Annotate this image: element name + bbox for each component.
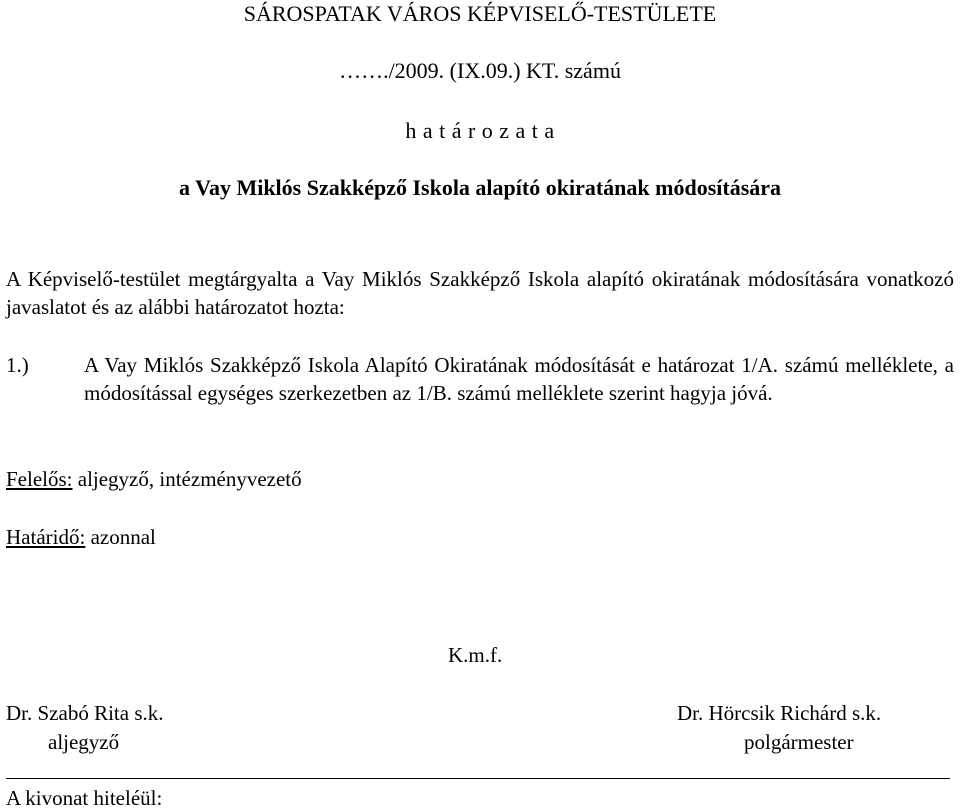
responsible-label: Felelős:: [6, 467, 73, 491]
separator-line: [6, 778, 950, 779]
signatory-right-title: polgármester: [744, 730, 854, 754]
document-kind: h a t á r o z a t a: [405, 118, 555, 143]
kmf-mark: K.m.f.: [448, 643, 503, 667]
intro-paragraph: A Képviselő-testület megtárgyalta a Vay Miklós Szakképző Iskola alapító okiratának módosítására vonatkozó javaslatot és az alábbi határozatot hozta:: [6, 267, 954, 319]
deadline-line: [6, 525, 156, 550]
resolution-item-number: 1.): [6, 353, 29, 377]
council-heading: SÁROSPATAK VÁROS KÉPVISELŐ-TESTÜLETE: [243, 1, 717, 26]
signatory-left-name: Dr. Szabó Rita s.k.: [6, 701, 164, 725]
responsible-line: [6, 467, 302, 492]
deadline-value: azonnal: [85, 525, 156, 549]
resolution-number-line: ……./2009. (IX.09.) KT. számú: [339, 58, 621, 83]
signatory-left-title: aljegyző: [48, 730, 120, 754]
signatory-right-name: Dr. Hörcsik Richárd s.k.: [677, 701, 882, 725]
resolution-item: [6, 351, 954, 407]
resolution-item-text: A Vay Miklós Szakképző Iskola Alapító Okiratának módosítását e határozat 1/A. számú melléklete, a módosítással egységes szerkezetben az 1/B. számú melléklete szerint hagyja jóvá.: [84, 353, 954, 405]
responsible-value: aljegyző, intézményvezető: [72, 467, 302, 491]
resolution-subject: a Vay Miklós Szakképző Iskola alapító okiratának módosítására: [178, 175, 782, 200]
extract-certification: A kivonat hiteléül:: [6, 786, 163, 810]
deadline-label: Határidő:: [6, 525, 86, 549]
